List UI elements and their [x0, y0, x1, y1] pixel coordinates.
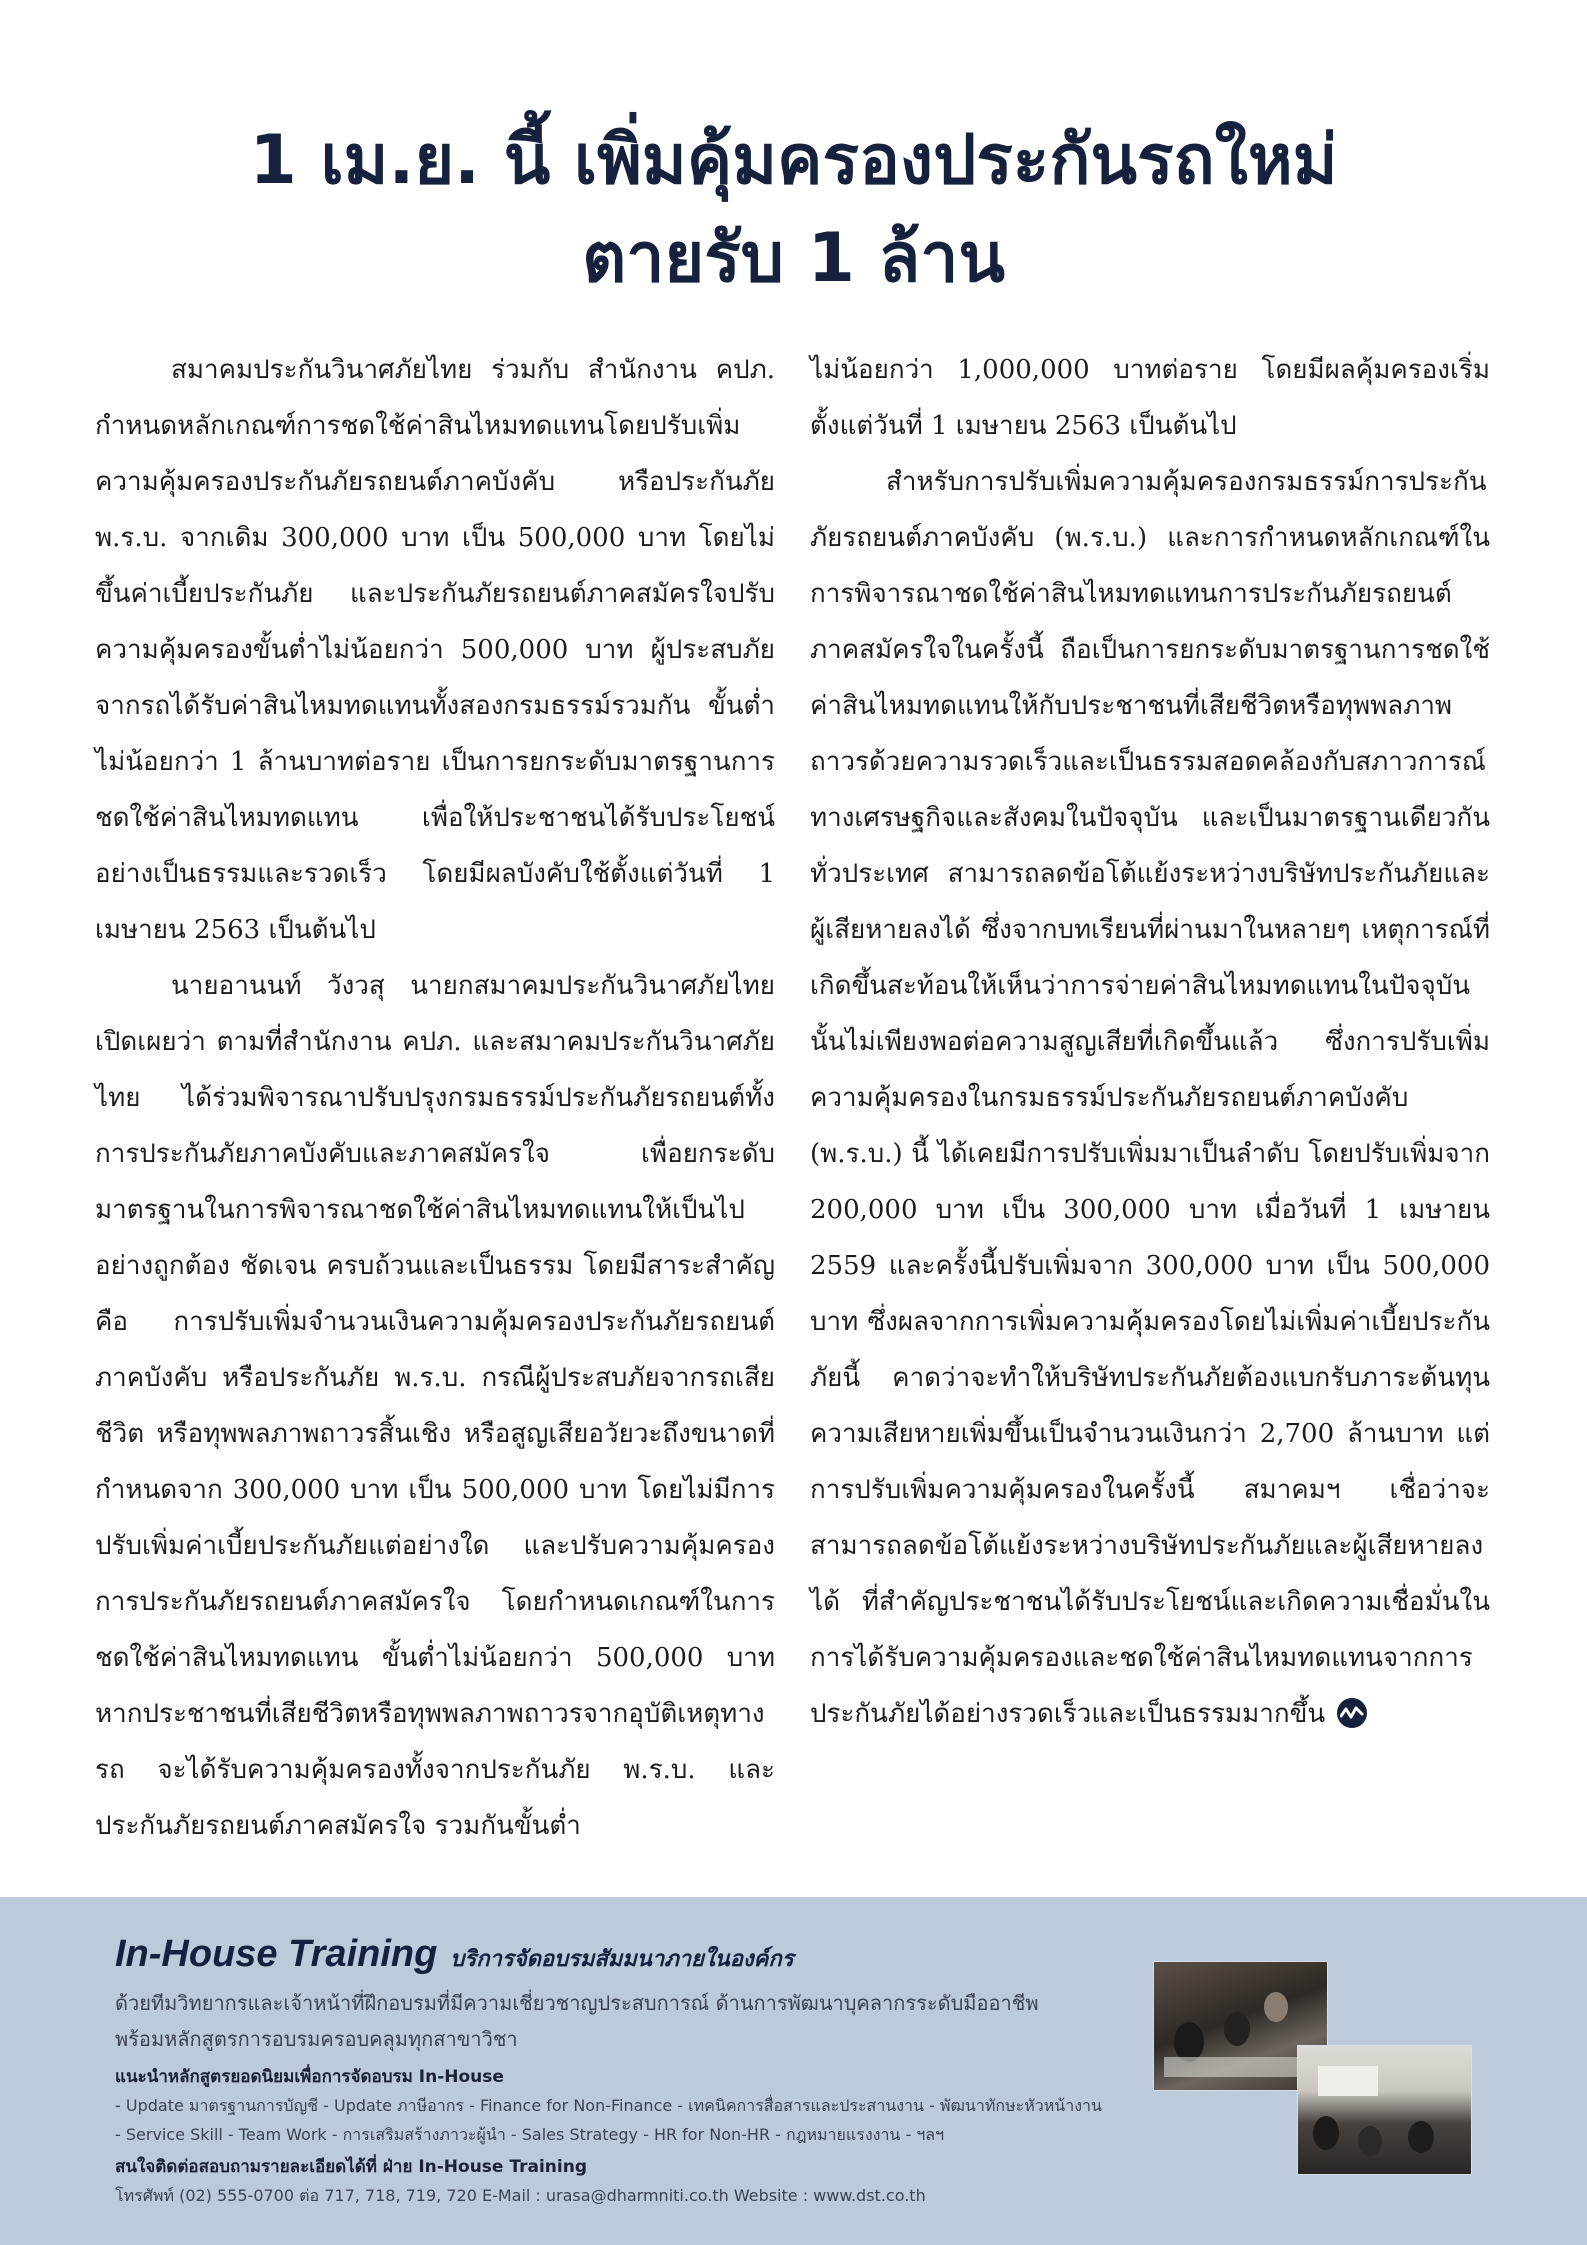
paragraph-2-continued: ไม่น้อยกว่า 1,000,000 บาทต่อราย โดยมีผลคุ้มครองเริ่มตั้งแต่วันที่ 1 เมษายน 2563 เป็นต้นไป — [810, 355, 1490, 441]
article-column-left — [95, 342, 775, 1854]
ad-courses-line-2: - Service Skill - Team Work - การเสริมสร้างภาวะผู้นำ - Sales Strategy - HR for Non-HR - กฎหมายแรงงาน - ฯลฯ — [115, 2125, 945, 2144]
end-mark-icon — [1337, 1698, 1367, 1728]
paragraph-2: นายอานนท์ วังวสุ นายกสมาคมประกันวินาศภัยไทย เปิดเผยว่า ตามที่สำนักงาน คปภ. และสมาคมประกันวินาศภัยไทย ได้ร่วมพิจารณาปรับปรุงกรมธรรม์ประกันภัยรถยนต์ทั้งการประกันภัยภาคบังคับและภาคสมัครใจ เพื่อยกระดับมาตรฐานในการพิจารณาชดใช้ค่าสินไหมทดแทนให้เป็นไปอย่างถูกต้อง ชัดเจน ครบถ้วนและเป็นธรรม โดยมีสาระสำคัญคือ การปรับเพิ่มจำนวนเงินความคุ้มครองประกันภัยรถยนต์ภาคบังคับ หรือประกันภัย พ.ร.บ. กรณีผู้ประสบภัยจากรถเสียชีวิต หรือทุพพลภาพถาวรสิ้นเชิง หรือสูญเสียอวัยวะถึงขนาดที่กำหนดจาก 300,000 บาท เป็น 500,000 บาท โดยไม่มีการปรับเพิ่มค่าเบี้ยประกันภัยแต่อย่างใด และปรับความคุ้มครองการประกันภัยรถยนต์ภาคสมัครใจ โดยกำหนดเกณฑ์ในการชดใช้ค่าสินไหมทดแทน ขั้นต่ำไม่น้อยกว่า 500,000 บาท หากประชาชนที่เสียชีวิตหรือทุพพลภาพถาวรจากอุบัติเหตุทางรถ จะได้รับความคุ้มครองทั้งจากประกันภัย พ.ร.บ. และประกันภัยรถยนต์ภาคสมัครใจ รวมกันขั้นต่ำ — [95, 971, 775, 1841]
article-column-right — [810, 342, 1490, 1742]
ad-contact-heading: สนใจติดต่อสอบถามรายละเอียดได้ที่ ฝ่าย In-House Training — [115, 2157, 587, 2177]
ad-description-line-2: พร้อมหลักสูตรการอบรมครอบคลุมทุกสาขาวิชา — [115, 2027, 518, 2051]
page-title — [0, 112, 1587, 308]
in-house-training-ad — [0, 1897, 1587, 2245]
ad-description-line-1: ด้วยทีมวิทยากรและเจ้าหน้าที่ฝึกอบรมที่มีความเชี่ยวชาญประสบการณ์ ด้านการพัฒนาบุคลากรระดับมืออาชีพ — [115, 1991, 1039, 2015]
ad-heading — [115, 1933, 794, 1976]
title-line-1: 1 เม.ย. นี้ เพิ่มคุ้มครองประกันรถใหม่ — [249, 121, 1338, 200]
ad-brand: In-House Training — [115, 1933, 438, 1975]
paragraph-3 — [810, 454, 1490, 1742]
paragraph-1: สมาคมประกันวินาศภัยไทย ร่วมกับ สำนักงาน คปภ. กำหนดหลักเกณฑ์การชดใช้ค่าสินไหมทดแทนโดยปรับเพิ่มความคุ้มครองประกันภัยรถยนต์ภาคบังคับ หรือประกันภัย พ.ร.บ. จากเดิม 300,000 บาท เป็น 500,000 บาท โดยไม่ขึ้นค่าเบี้ยประกันภัย และประกันภัยรถยนต์ภาคสมัครใจปรับความคุ้มครองขั้นต่ำไม่น้อยกว่า 500,000 บาท ผู้ประสบภัยจากรถได้รับค่าสินไหมทดแทนทั้งสองกรมธรรม์รวมกัน ขั้นต่ำไม่น้อยกว่า 1 ล้านบาทต่อราย เป็นการยกระดับมาตรฐานการชดใช้ค่าสินไหมทดแทน เพื่อให้ประชาชนได้รับประโยชน์อย่างเป็นธรรมและรวดเร็ว โดยมีผลบังคับใช้ตั้งแต่วันที่ 1 เมษายน 2563 เป็นต้นไป — [95, 355, 775, 945]
title-line-2: ตายรับ 1 ล้าน — [582, 219, 1005, 298]
ad-subtitle: บริการจัดอบรมสัมมนาภายในองค์กร — [450, 1947, 794, 1972]
training-photo-2 — [1297, 2045, 1472, 2175]
ad-courses-line-1: - Update มาตรฐานการบัญชี - Update ภาษีอากร - Finance for Non-Finance - เทคนิคการสื่อสารและประสานงาน - พัฒนาทักษะหัวหน้างาน — [115, 2096, 1102, 2115]
paragraph-3-text: สำหรับการปรับเพิ่มความคุ้มครองกรมธรรม์การประกันภัยรถยนต์ภาคบังคับ (พ.ร.บ.) และการกำหนดหลักเกณฑ์ในการพิจารณาชดใช้ค่าสินไหมทดแทนการประกันภัยรถยนต์ภาคสมัครใจในครั้งนี้ ถือเป็นการยกระดับมาตรฐานการชดใช้ค่าสินไหมทดแทนให้กับประชาชนที่เสียชีวิตหรือทุพพลภาพถาวรด้วยความรวดเร็วและเป็นธรรมสอดคล้องกับสภาวการณ์ทางเศรษฐกิจและสังคมในปัจจุบัน และเป็นมาตรฐานเดียวกันทั่วประเทศ สามารถลดข้อโต้แย้งระหว่างบริษัทประกันภัยและผู้เสียหายลงได้ ซึ่งจากบทเรียนที่ผ่านมาในหลายๆ เหตุการณ์ที่เกิดขึ้นสะท้อนให้เห็นว่าการจ่ายค่าสินไหมทดแทนในปัจจุบันนั้นไม่เพียงพอต่อความสูญเสียที่เกิดขึ้นแล้ว ซึ่งการปรับเพิ่มความคุ้มครองในกรมธรรม์ประกันภัยรถยนต์ภาคบังคับ (พ.ร.บ.) นี้ ได้เคยมีการปรับเพิ่มมาเป็นลำดับ โดยปรับเพิ่มจาก 200,000 บาท เป็น 300,000 บาท เมื่อวันที่ 1 เมษายน 2559 และครั้งนี้ปรับเพิ่มจาก 300,000 บาท เป็น 500,000 บาท ซึ่งผลจากการเพิ่มความคุ้มครองโดยไม่เพิ่มค่าเบี้ยประกันภัยนี้ คาดว่าจะทำให้บริษัทประกันภัยต้องแบกรับภาระต้นทุนความเสียหายเพิ่มขึ้นเป็นจำนวนเงินกว่า 2,700 ล้านบาท แต่การปรับเพิ่มความคุ้มครองในครั้งนี้ สมาคมฯ เชื่อว่าจะสามารถลดข้อโต้แย้งระหว่างบริษัทประกันภัยและผู้เสียหายลงได้ ที่สำคัญประชาชนได้รับประโยชน์และเกิดความเชื่อมั่นในการได้รับความคุ้มครองและชดใช้ค่าสินไหมทดแทนจากการประกันภัยได้อย่างรวดเร็วและเป็นธรรมมากขึ้น — [810, 467, 1490, 1729]
ad-contact-line: โทรศัพท์ (02) 555-0700 ต่อ 717, 718, 719, 720 E-Mail : urasa@dharmniti.co.th Website : www.dst.co.th — [115, 2186, 926, 2205]
ad-courses-heading: แนะนำหลักสูตรยอดนิยมเพื่อการจัดอบรม In-House — [115, 2067, 504, 2087]
